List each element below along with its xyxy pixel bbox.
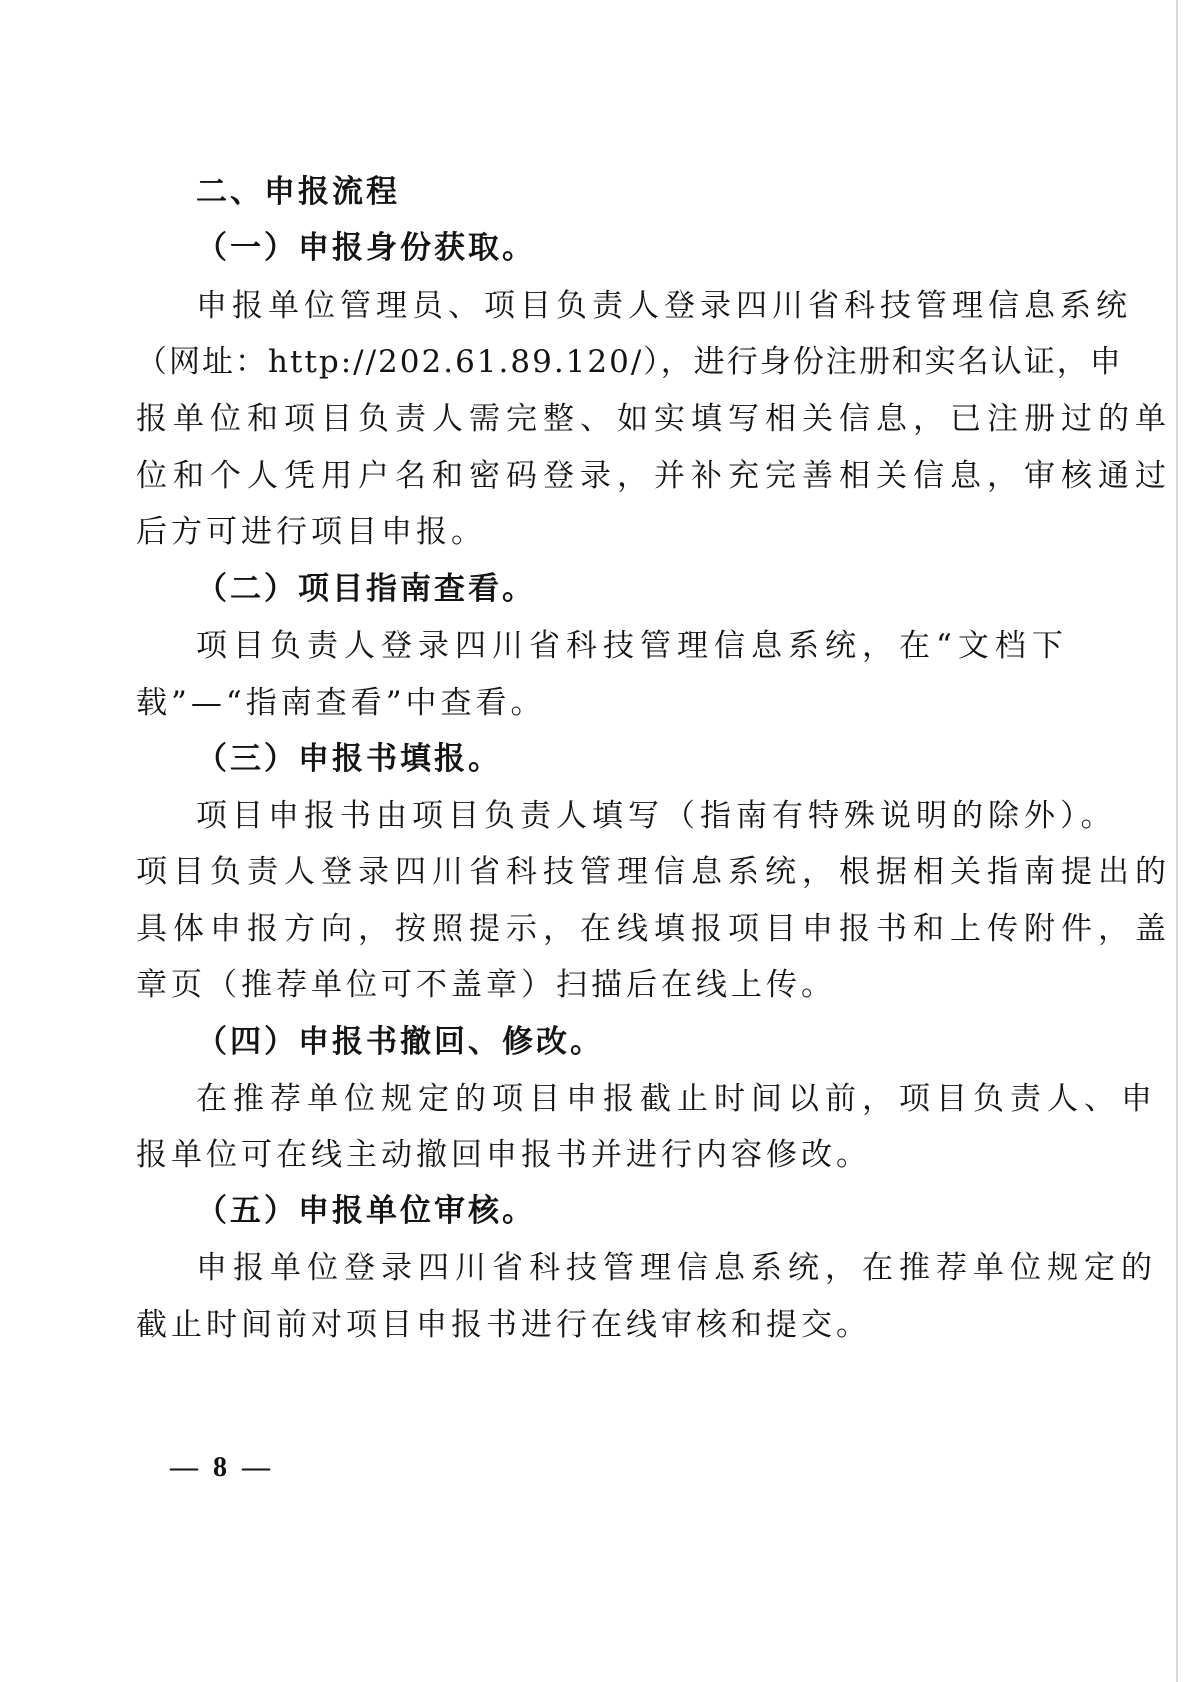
step-2-heading: （二）项目指南查看。 (196, 571, 536, 607)
section-title: 二、申报流程 (196, 174, 400, 210)
step-4-line-1: 在推荐单位规定的项目申报截止时间以前，项目负责人、申 (196, 1081, 1158, 1117)
step-2-line-2: 载”—“指南查看”中查看。 (136, 685, 546, 721)
step-4-line-2: 报单位可在线主动撤回申报书并进行内容修改。 (136, 1137, 871, 1173)
page-number: — 8 — (170, 1452, 274, 1483)
step-1-heading: （一）申报身份获取。 (196, 230, 536, 266)
step-3-heading: （三）申报书填报。 (196, 741, 502, 777)
step-3-line-3: 具体申报方向，按照提示，在线填报项目申报书和上传附件，盖 (136, 911, 1172, 947)
scan-edge-line (1176, 0, 1178, 1682)
step-1-line-5: 后方可进行项目申报。 (136, 514, 486, 550)
step-3-line-2: 项目负责人登录四川省科技管理信息系统，根据相关指南提出的 (136, 854, 1172, 890)
step-2-line-1: 项目负责人登录四川省科技管理信息系统，在“文档下 (196, 628, 1069, 664)
step-1-line-1: 申报单位管理员、项目负责人登录四川省科技管理信息系统 (196, 288, 1132, 324)
step-1-line-3: 报单位和项目负责人需完整、如实填写相关信息，已注册过的单 (136, 401, 1172, 437)
step-5-line-2: 截止时间前对项目申报书进行在线审核和提交。 (136, 1307, 871, 1343)
step-5-heading: （五）申报单位审核。 (196, 1193, 536, 1229)
step-5-line-1: 申报单位登录四川省科技管理信息系统，在推荐单位规定的 (196, 1250, 1158, 1286)
step-4-heading: （四）申报书撤回、修改。 (196, 1024, 604, 1060)
step-1-line-4: 位和个人凭用户名和密码登录，并补充完善相关信息，审核通过 (136, 458, 1172, 494)
step-3-line-4: 章页（推荐单位可不盖章）扫描后在线上传。 (136, 967, 836, 1003)
step-1-line-2: （网址：http://202.61.89.120/），进行身份注册和实名认证，申 (136, 344, 1123, 380)
step-3-line-1: 项目申报书由项目负责人填写（指南有特殊说明的除外）。 (196, 798, 1117, 834)
